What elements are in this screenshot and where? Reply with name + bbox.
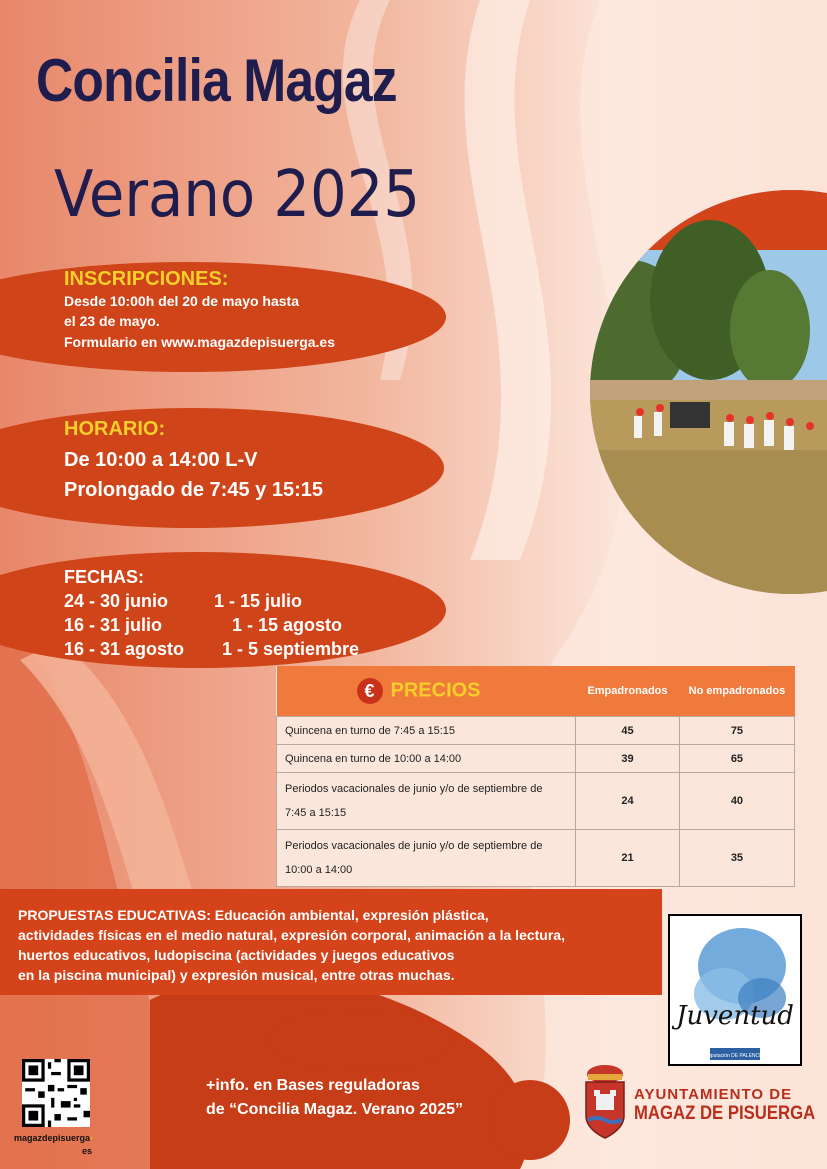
precios-header-row — [277, 666, 795, 717]
propuestas-line: actividades físicas en el medio natural, expresión corporal, animación a la lectura, — [18, 927, 565, 943]
euro-icon: € — [357, 678, 383, 704]
fecha-range: 24 - 30 junio — [64, 591, 169, 611]
propuestas-line: PROPUESTAS EDUCATIVAS: Educación ambiental, expresión plástica, — [18, 907, 489, 923]
info-line2: de “Concilia Magaz. Verano 2025” — [206, 1101, 463, 1118]
juventud-logo — [668, 914, 802, 1066]
fechas-row — [64, 637, 359, 661]
propuestas-text — [18, 905, 565, 985]
inscripciones-line1: Desde 10:00h del 20 de mayo hasta — [64, 293, 299, 309]
table-row — [277, 773, 795, 830]
price-empadronados: 21 — [576, 830, 680, 887]
price-empadronados: 45 — [576, 717, 680, 745]
info-text — [206, 1074, 463, 1122]
page-subtitle: Verano 2025 — [54, 158, 420, 232]
horario-heading: HORARIO: — [64, 418, 166, 440]
propuestas-line: huertos educativos, ludopiscina (actividades y juegos educativos — [18, 947, 455, 963]
diputacion-badge-text: Diputación DE PALENCIA — [706, 1053, 764, 1059]
row-label — [277, 717, 576, 745]
price-no-empadronados: 40 — [679, 773, 794, 830]
table-row — [277, 830, 795, 887]
coat-of-arms-icon — [580, 1064, 630, 1142]
juventud-graphic — [670, 916, 800, 1064]
children-activity-photo — [590, 190, 827, 594]
website-link[interactable]: www.magazdepisuerga.es — [161, 334, 335, 350]
inscripciones-block — [64, 268, 335, 353]
precios-heading-cell — [277, 666, 576, 717]
ayuntamiento-line2: MAGAZ DE PISUERGA — [634, 1103, 816, 1124]
inscripciones-line2: el 23 de mayo. — [64, 313, 160, 329]
fecha-range: 1 - 5 septiembre — [222, 639, 360, 659]
price-empadronados: 24 — [576, 773, 680, 830]
photo-illustration — [590, 190, 827, 594]
price-no-empadronados: 65 — [679, 745, 794, 773]
qr-caption — [14, 1133, 93, 1143]
fecha-range: 1 - 15 julio — [214, 591, 303, 611]
qr-caption-suffix: es — [82, 1146, 93, 1156]
fecha-range: 16 - 31 agosto — [64, 639, 185, 659]
juventud-wordmark: Juventud — [676, 1001, 794, 1031]
propuestas-line: en la piscina municipal) y expresión musical, entre otras muchas. — [18, 967, 455, 983]
col-empadronados: Empadronados — [576, 666, 680, 717]
ayuntamiento-line1: AYUNTAMIENTO DE — [634, 1086, 793, 1103]
row-label-line: 7:45 a 15:15 — [285, 807, 347, 819]
price-no-empadronados: 35 — [679, 830, 794, 887]
horario-line2: Prolongado de 7:45 y 15:15 — [64, 479, 323, 501]
row-label — [277, 773, 576, 830]
fechas-row — [64, 613, 359, 637]
form-label: Formulario en — [64, 334, 162, 350]
horario-line1: De 10:00 a 14:00 L-V — [64, 449, 258, 471]
table-row — [277, 745, 795, 773]
info-line1: +info. en Bases reguladoras — [206, 1077, 420, 1094]
precios-heading: PRECIOS — [390, 679, 481, 702]
table-row — [277, 717, 795, 745]
row-label-line: Quincena en turno de 10:00 a 14:00 — [285, 752, 462, 765]
row-label-line: Periodos vacacionales de junio y/o de septiembre de — [285, 783, 543, 795]
fecha-range: 16 - 31 julio — [64, 615, 163, 635]
ayuntamiento-text — [634, 1086, 827, 1125]
fecha-range: 1 - 15 agosto — [232, 615, 343, 635]
fechas-row — [64, 589, 359, 613]
row-label-line: Quincena en turno de 7:45 a 15:15 — [285, 724, 456, 737]
precios-table — [276, 666, 795, 887]
fechas-heading: FECHAS: — [64, 567, 144, 587]
page-title: Concilia Magaz — [36, 47, 397, 114]
inscripciones-heading: INSCRIPCIONES: — [64, 268, 229, 290]
price-empadronados: 39 — [576, 745, 680, 773]
row-label-line: Periodos vacacionales de junio y/o de septiembre de — [285, 840, 543, 852]
qr-code-icon[interactable] — [22, 1059, 90, 1127]
inscripciones-line3 — [64, 331, 335, 353]
row-label — [277, 830, 576, 887]
row-label-line: 10:00 a 14:00 — [285, 864, 353, 876]
qr-caption-dot: • — [90, 1133, 94, 1143]
qr-caption-text: magazdepisuerga — [14, 1133, 91, 1143]
col-no-empadronados: No empadronados — [679, 666, 794, 717]
price-no-empadronados: 75 — [679, 717, 794, 745]
horario-block — [64, 418, 323, 505]
row-label — [277, 745, 576, 773]
fechas-block — [64, 565, 359, 661]
